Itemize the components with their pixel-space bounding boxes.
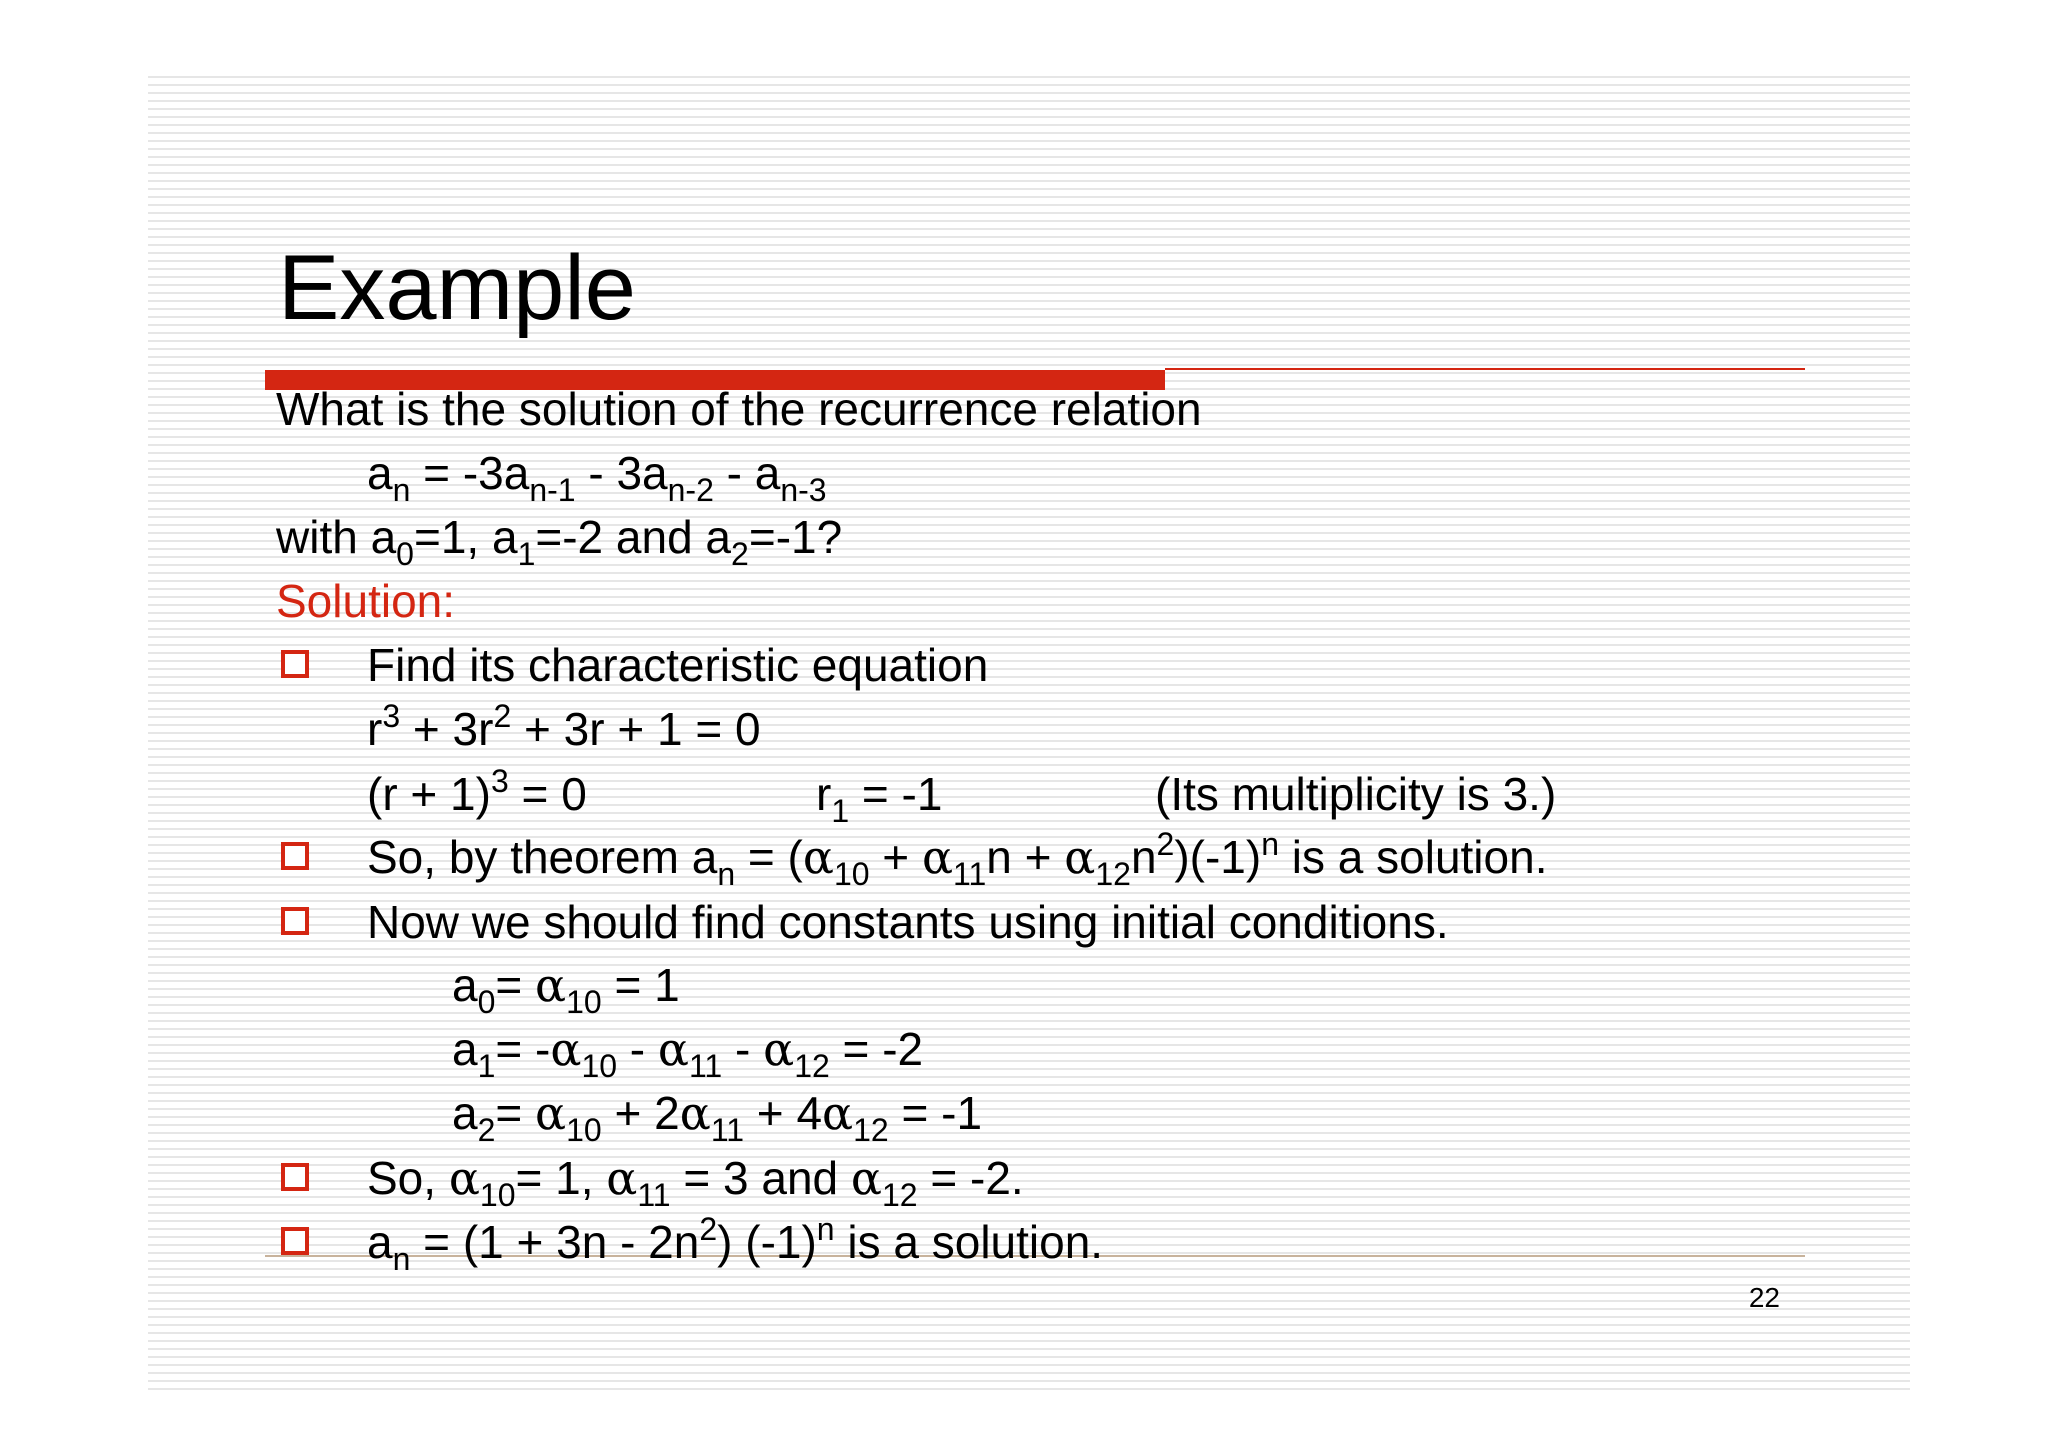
characteristic-equation: $r^3 + 3r^2 + 3r + 1 = 0$ xyxy=(367,698,761,755)
bullet-theorem: So, by theorem $a_n = (\alpha_{10} + \alpha_{11}n + \alpha_{12}n^2)(-1)^n$ is a solution. xyxy=(367,826,1548,892)
bullet-constants: Now we should find constants using initial conditions. xyxy=(367,896,1449,948)
bullet-box-icon xyxy=(281,907,309,935)
question-intro: What is the solution of the recurrence relation xyxy=(276,383,1202,435)
equation-a0: $a_0= \alpha_{10} = 1$ xyxy=(452,958,680,1020)
factored-equation: $(r + 1)^3 = 0$ xyxy=(367,763,587,820)
solution-label: Solution: xyxy=(276,575,456,627)
recurrence-equation: $a_n = -3a_{n-1} - 3a_{n-2} - a_{n-3}$ xyxy=(367,447,827,508)
page-number: 22 xyxy=(1748,1282,1780,1313)
bullet-characteristic: Find its characteristic equation xyxy=(367,639,989,691)
bullet-box-icon xyxy=(281,650,309,678)
root-value: $r_1 = -1$ xyxy=(816,768,943,829)
equation-a2: $a_2= \alpha_{10} + 2\alpha_{11} + 4\alpha_{12} = -1$ xyxy=(452,1086,983,1148)
bullet-box-icon xyxy=(281,842,309,870)
bullet-box-icon xyxy=(281,1163,309,1191)
equation-a1: $a_1= -\alpha_{10} - \alpha_{11} - \alpha_{12} = -2$ xyxy=(452,1022,924,1084)
title-underline-line xyxy=(1165,368,1805,370)
initial-conditions: with $a_0=1$, $a_1=-2$ and $a_2=-1$? xyxy=(276,511,843,572)
bullet-final-solution: $a_n = (1 + 3n - 2n^2)$ $(-1)^n$ is a solution. xyxy=(367,1211,1104,1277)
bullet-box-icon xyxy=(281,1227,309,1255)
bullet-constants-result: So, $\alpha_{10}= 1$, $\alpha_{11} = 3$ and $\alpha_{12} = -2$. xyxy=(367,1151,1024,1213)
multiplicity-note: (Its multiplicity is 3.) xyxy=(1155,768,1557,820)
slide-title: Example xyxy=(278,237,636,339)
